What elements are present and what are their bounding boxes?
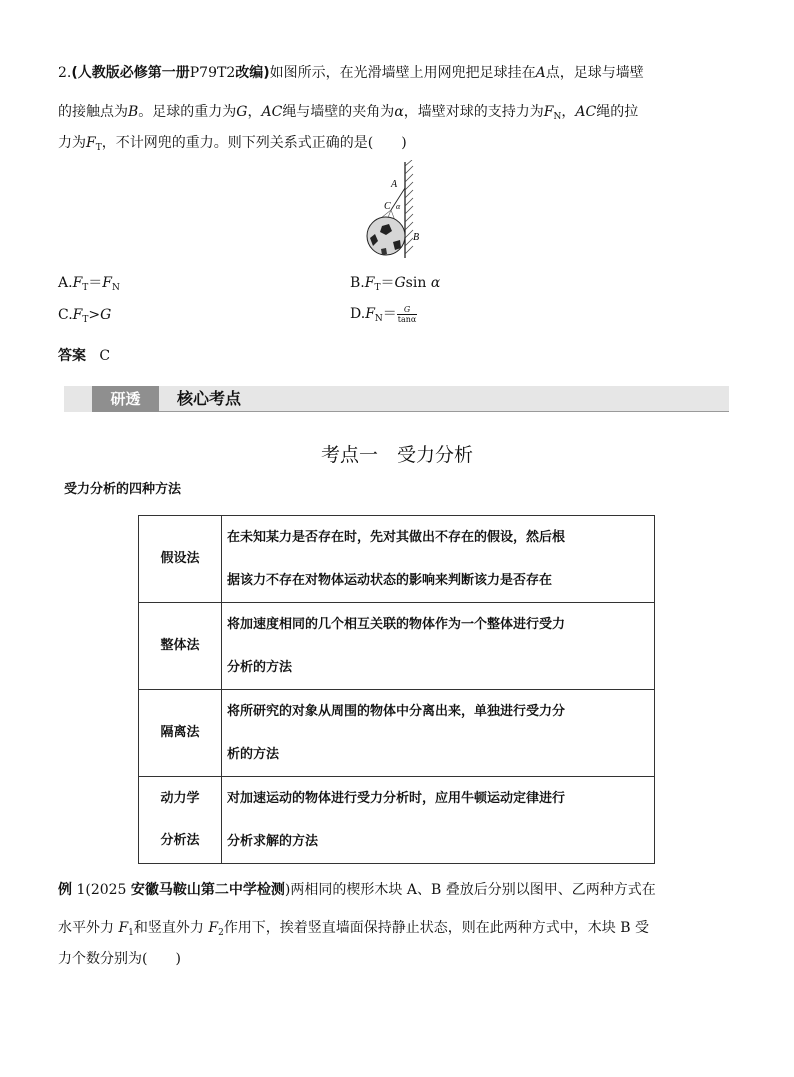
- option-c: $C.F_T>G$: [58, 307, 112, 325]
- section-bar: [64, 386, 729, 412]
- question-source-tag: 改编): [235, 65, 270, 81]
- method-name: 假设法: [139, 516, 222, 603]
- section-bar-title: 核心考点: [177, 389, 242, 408]
- option-a: $A.F_T=F_N$: [58, 275, 120, 293]
- table-row: [139, 777, 655, 864]
- table-row: [139, 690, 655, 777]
- question-line-1: 2.(人教版必修第一册P79T2改编)如图所示，在光滑墙壁上用网兜把足球挂在A点，足球与墙壁: [58, 65, 644, 81]
- label-alpha: α: [396, 202, 401, 211]
- wall-hatching: [405, 160, 413, 254]
- section-title: 考点一 受力分析: [320, 444, 473, 466]
- question-number: 2.: [58, 65, 72, 81]
- label-b: B: [413, 232, 420, 243]
- method-desc: 将加速度相同的几个相互关联的物体作为一个整体进行受力 分析的方法: [222, 603, 655, 690]
- answer-value: C: [99, 348, 111, 364]
- method-name: 动力学 分析法: [139, 777, 222, 864]
- option-b: $B.F_T=Gsin$ α: [350, 275, 441, 293]
- question-source: (人教版必修第一册: [71, 65, 190, 81]
- table-row: [139, 603, 655, 690]
- answer-line: [58, 345, 110, 365]
- example-line-2: 水平外力 $F_1$和竖直外力 $F_2$作用下，挨着竖直墙面保持静止状态，则在此两种方式中，木块 B 受: [58, 920, 649, 938]
- option-d: $D.F_N=$ $\frac{G}{\tan\alpha}$: [350, 304, 417, 324]
- example-label: 例: [58, 882, 72, 898]
- table-row: [139, 516, 655, 603]
- subheading: 受力分析的四种方法: [64, 482, 182, 497]
- question-source-code: P79T2: [189, 65, 236, 81]
- example-source: 安徽马鞍山第二中学检测: [130, 882, 285, 898]
- method-desc: 将所研究的对象从周围的物体中分离出来，单独进行受力分 析的方法: [222, 690, 655, 777]
- label-c: C: [384, 201, 391, 212]
- example-line-1: 例 1(2025 安徽马鞍山第二中学检测)两相同的楔形木块 A、B 叠放后分别以图甲、乙两种方式在: [58, 882, 656, 898]
- football-figure: [355, 160, 435, 260]
- fraction: $\frac{G}{\tan\alpha}$: [397, 304, 417, 324]
- methods-table: [138, 515, 655, 864]
- label-a: A: [391, 179, 398, 190]
- method-desc: 对加速运动的物体进行受力分析时，应用牛顿运动定律进行 分析求解的方法: [222, 777, 655, 864]
- method-name: 隔离法: [139, 690, 222, 777]
- ball-patch: [381, 248, 387, 255]
- section-tag: 研透: [92, 386, 159, 412]
- question-line-2: 的接触点为B。足球的重力为G，AC绳与墙壁的夹角为α，墙壁对球的支持力为$F_N$，AC绳的拉: [58, 104, 639, 122]
- method-name: 整体法: [139, 603, 222, 690]
- example-line-3: 力个数分别为( ): [58, 951, 181, 967]
- question-line-3: 力为$F_T$，不计网兜的重力。则下列关系式正确的是( ): [58, 135, 407, 153]
- method-desc: 在未知某力是否存在时，先对其做出不存在的假设，然后根 据该力不存在对物体运动状态的影响来判断该力是否存在: [222, 516, 655, 603]
- answer-label: 答案: [58, 348, 86, 364]
